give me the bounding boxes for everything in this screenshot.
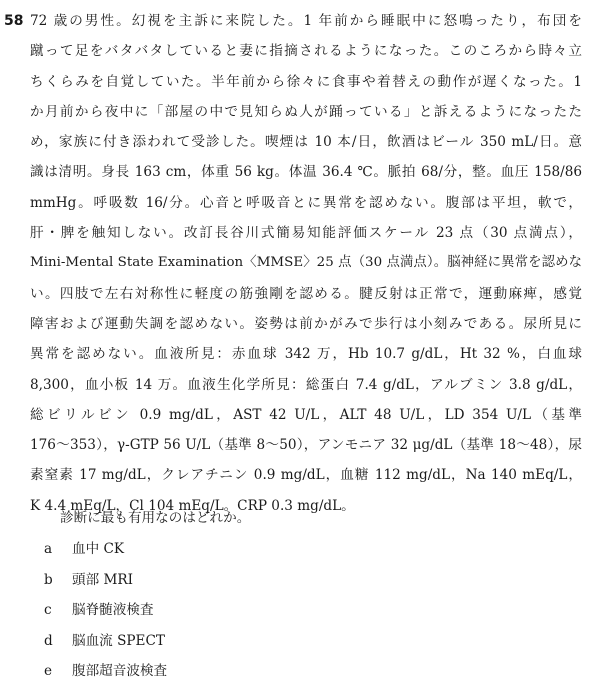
choice-text: 頭部 MRI — [72, 571, 134, 588]
choice-b[interactable] — [44, 570, 167, 590]
choice-letter: d — [44, 632, 53, 649]
question-prompt: 診断に最も有用なのはどれか。 — [60, 510, 251, 526]
question-number: 58 — [4, 13, 24, 29]
choice-text: 血中 CK — [72, 541, 125, 557]
choice-e[interactable] — [44, 661, 167, 681]
choice-d[interactable] — [44, 631, 167, 651]
choice-text: 脳血流 SPECT — [72, 632, 165, 649]
stem-line: 72 歳の男性。幻視を主訴に来院した。1 年前から睡眠中に怒鳴ったり，布団を — [30, 13, 582, 29]
stem-line: 異常を認めない。血液所見：赤血球 342 万，Hb 10.7 g/dL，Ht 32 %，白血球 — [30, 346, 582, 363]
choice-letter: e — [44, 663, 53, 679]
choice-a[interactable] — [44, 539, 167, 559]
stem-line: mmHg。呼吸数 16/分。心音と呼吸音とに異常を認めない。腹部は平坦，軟で， — [30, 194, 582, 211]
stem-line: め，家族に付き添われて受診した。喫煙は 10 本/日，飲酒はビール 350 mL/日。意 — [30, 134, 582, 151]
choice-letter: a — [44, 541, 53, 557]
choice-text: 脳脊髄液検査 — [72, 602, 154, 618]
choice-text: 腹部超音波検査 — [72, 663, 168, 679]
question-stem — [30, 11, 582, 526]
answer-choices — [44, 539, 167, 692]
stem-line: か月前から夜中に「部屋の中で見知らぬ人が踊っている」と訴えるようになったた — [30, 103, 582, 120]
stem-line: K 4.4 mEq/L，Cl 104 mEq/L。CRP 0.3 mg/dL。 — [30, 497, 355, 514]
stem-line: 蹴って足をバタバタしていると妻に指摘されるようになった。このころから時々立 — [30, 43, 582, 60]
stem-line: 識は清明。身長 163 cm，体重 56 kg。体温 36.4 ℃。脈拍 68/分，整。血圧 158/86 — [30, 164, 582, 181]
stem-line: 素窒素 17 mg/dL，クレアチニン 0.9 mg/dL，血糖 112 mg/dL，Na 140 mEq/L， — [30, 467, 582, 484]
stem-line: 総ビリルビン 0.9 mg/dL，AST 42 U/L，ALT 48 U/L，LD 354 U/L（基準 — [30, 406, 582, 423]
stem-line: Mini-Mental State Examination〈MMSE〉25 点（30 点満点）。脳神経に異常を認めな — [30, 255, 582, 271]
stem-line: 障害および運動失調を認めない。姿勢は前かがみで歩行は小刻みである。尿所見に — [30, 315, 582, 332]
stem-line: い。四肢で左右対称性に軽度の筋強剛を認める。腱反射は正常で，運動麻痺，感覚 — [30, 285, 582, 302]
stem-line: 肝・脾を触知しない。改訂長谷川式簡易知能評価スケール 23 点（30 点満点）， — [30, 225, 582, 242]
choice-letter: b — [44, 571, 53, 588]
choice-letter: c — [44, 602, 52, 618]
stem-line: 176〜353），γ-GTP 56 U/L（基準 8〜50），アンモニア 32 μg/dL（基準 18〜48），尿 — [30, 437, 582, 454]
stem-line: ちくらみを自覚していた。半年前から徐々に食事や着替えの動作が遅くなった。1 — [30, 73, 582, 90]
choice-c[interactable] — [44, 600, 167, 620]
stem-line: 8,300，血小板 14 万。血液生化学所見：総蛋白 7.4 g/dL，アルブミン 3.8 g/dL， — [30, 376, 582, 393]
